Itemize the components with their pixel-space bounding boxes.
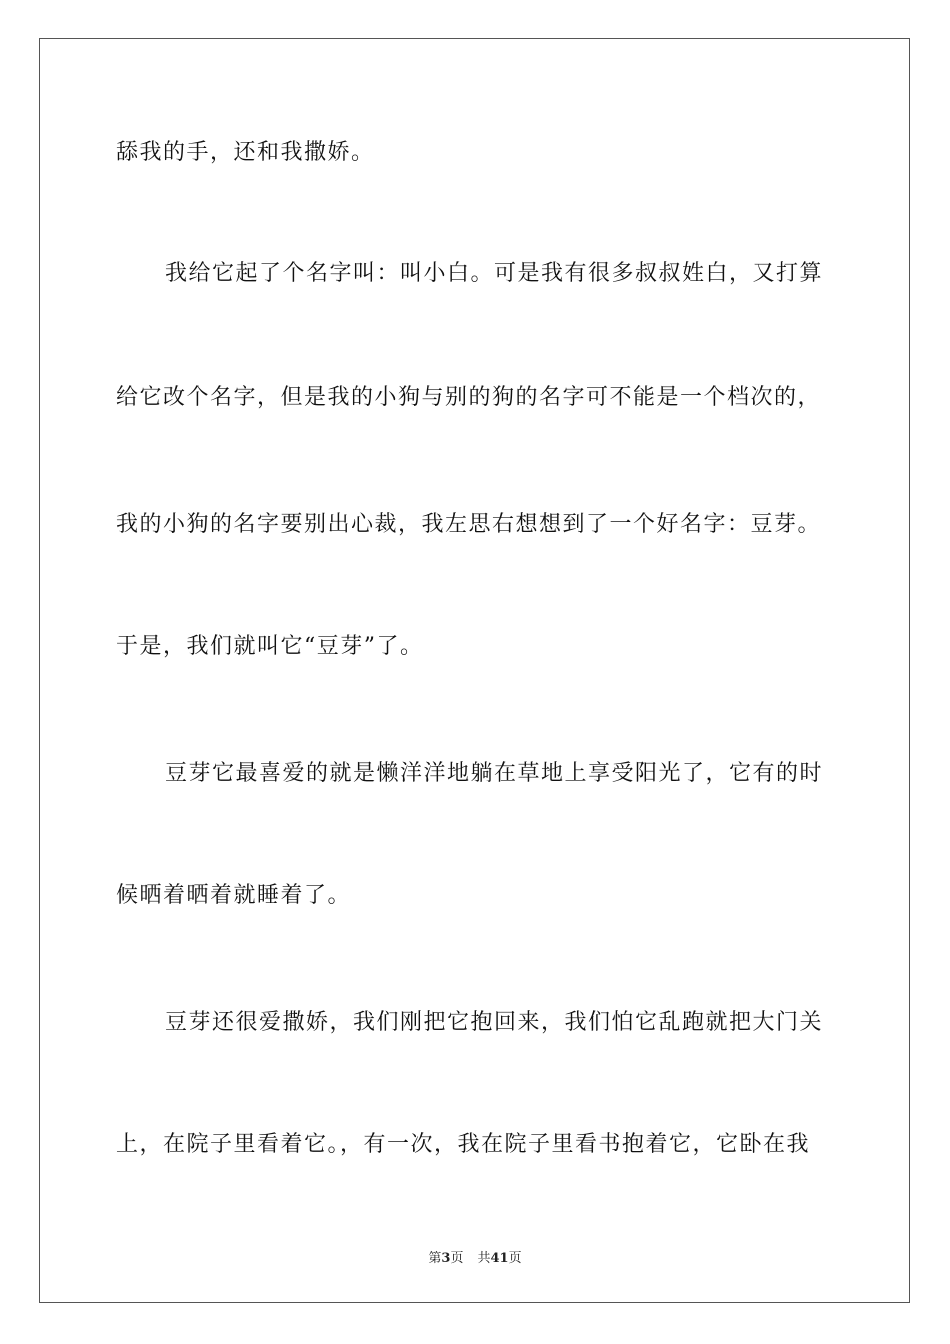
- text-line-9: 上，在院子里看着它。，有一次，我在院子里看书抱着它，它卧在我: [116, 1132, 811, 1157]
- footer-page-suffix: 页: [450, 1251, 464, 1266]
- footer-page-number: 3: [441, 1251, 451, 1266]
- text-line-3: 给它改个名字，但是我的小狗与别的狗的名字可不能是一个档次的，: [116, 385, 822, 410]
- footer-total-prefix: 共: [477, 1251, 491, 1266]
- text-line-8: 豆芽还很爱撒娇，我们刚把它抱回来，我们怕它乱跑就把大门关: [165, 1010, 824, 1035]
- text-line-6: 豆芽它最喜爱的就是懒洋洋地躺在草地上享受阳光了，它有的时: [165, 761, 824, 786]
- text-line-2: 我给它起了个名字叫：叫小白。可是我有很多叔叔姓白，又打算: [165, 261, 824, 286]
- text-line-5: 于是，我们就叫它“豆芽”了。: [116, 634, 424, 659]
- text-line-4: 我的小狗的名字要别出心裁，我左思右想想到了一个好名字：豆芽。: [116, 512, 822, 537]
- page-footer: [0, 1247, 950, 1266]
- text-line-7: 候晒着晒着就睡着了。: [116, 883, 352, 908]
- footer-total-suffix: 页: [508, 1251, 522, 1266]
- page-border: [39, 38, 910, 1303]
- text-line-1: 舔我的手，还和我撒娇。: [116, 140, 375, 165]
- footer-page-prefix: 第: [428, 1251, 442, 1266]
- footer-total-pages: 41: [490, 1251, 509, 1266]
